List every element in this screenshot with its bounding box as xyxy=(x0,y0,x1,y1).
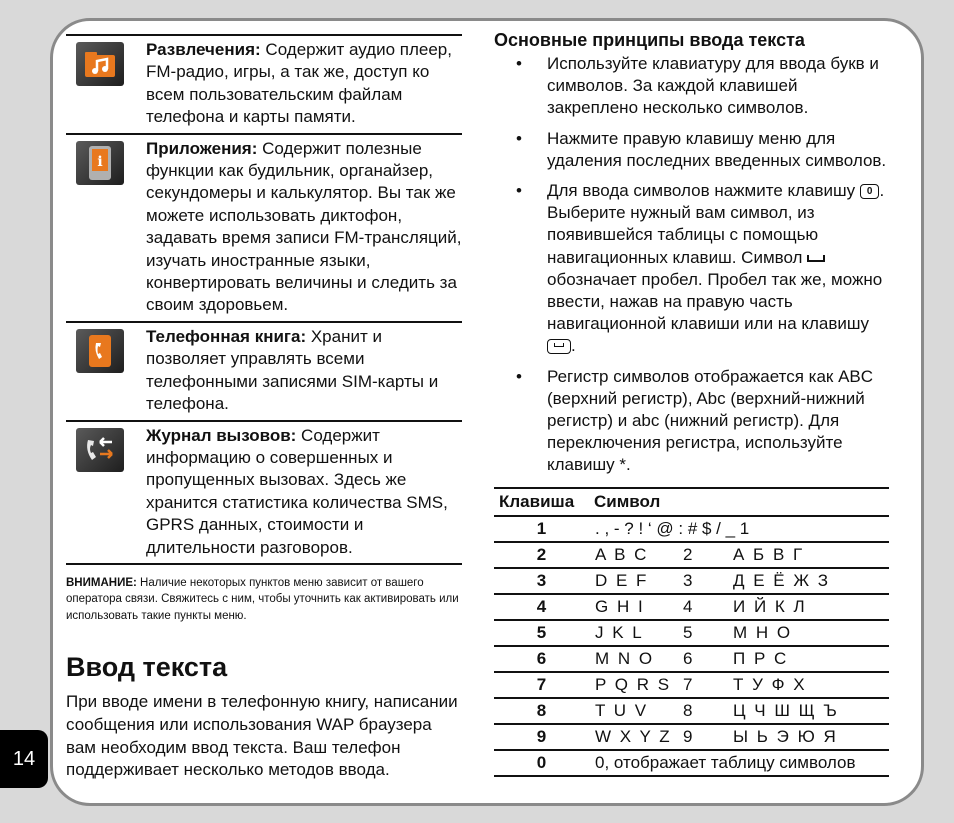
right-column xyxy=(494,30,890,777)
list-item xyxy=(494,180,890,358)
principles-list xyxy=(494,53,890,477)
table-row xyxy=(494,516,889,542)
menu-item-text: Содержит информацию о совершенных и пропущенных вызовах. Здесь же хранится статистика количества SMS, GPRS данных, стоимости и длительности разговоров. xyxy=(146,425,448,557)
digit-cell: 5 xyxy=(683,620,733,646)
cyrillic-cell: Т У Ф Х xyxy=(733,672,889,698)
table-header: Символ xyxy=(589,488,889,516)
key-cell: 4 xyxy=(494,594,589,620)
menu-item-call-log xyxy=(66,420,462,563)
digit-cell: 3 xyxy=(683,568,733,594)
table-row xyxy=(494,594,889,620)
space-key-icon xyxy=(547,339,571,354)
menu-item-title: Телефонная книга: xyxy=(146,326,307,346)
zero-key-icon: 0 xyxy=(860,184,880,199)
menu-item-title: Приложения: xyxy=(146,138,258,158)
section-title: Ввод текста xyxy=(66,652,228,683)
menu-item-applications xyxy=(66,133,462,321)
key-cell: 0 xyxy=(494,750,589,776)
notice-text: Наличие некоторых пунктов меню зависит от вашего оператора связи. Свяжитесь с ним, чтобы уточнить как активировать или использовать такие пункты меню. xyxy=(66,576,459,622)
list-item: • Нажмите правую клавишу меню для удаления последних введенных символов. xyxy=(494,128,890,172)
table-row xyxy=(494,750,889,776)
latin-cell: D E F xyxy=(589,568,683,594)
key-cell: 3 xyxy=(494,568,589,594)
digit-cell: 8 xyxy=(683,698,733,724)
latin-cell: G H I xyxy=(589,594,683,620)
table-header: Клавиша xyxy=(494,488,589,516)
list-item: • Используйте клавиатуру для ввода букв и символов. За каждой клавишей закреплено несколько символов. xyxy=(494,53,890,120)
digit-cell: 6 xyxy=(683,646,733,672)
table-row xyxy=(494,542,889,568)
space-symbol-icon xyxy=(807,255,825,262)
latin-cell: J K L xyxy=(589,620,683,646)
digit-cell: 9 xyxy=(683,724,733,750)
key-cell: 8 xyxy=(494,698,589,724)
cyrillic-cell: Ц Ч Ш Щ Ъ xyxy=(733,698,889,724)
table-row xyxy=(494,646,889,672)
bullet-text: . Выберите нужный вам символ, из появившейся таблицы с помощью навигационных клавиш. Символ xyxy=(547,181,885,267)
cyrillic-cell: М Н О xyxy=(733,620,889,646)
menu-item-phonebook xyxy=(66,321,462,420)
principles-title: Основные принципы ввода текста xyxy=(494,30,805,50)
digit-cell: 7 xyxy=(683,672,733,698)
cyrillic-cell: И Й К Л xyxy=(733,594,889,620)
phonebook-icon xyxy=(76,329,124,373)
key-cell: 2 xyxy=(494,542,589,568)
cyrillic-cell: Д Е Ё Ж З xyxy=(733,568,889,594)
cyrillic-cell: А Б В Г xyxy=(733,542,889,568)
table-row xyxy=(494,620,889,646)
cyrillic-cell: Ы Ь Э Ю Я xyxy=(733,724,889,750)
bullet-text: Для ввода символов нажмите клавишу xyxy=(547,181,856,201)
svg-text:i: i xyxy=(97,153,103,170)
intro-paragraph: При вводе имени в телефонную книгу, написании сообщения или использования WAP браузера вам необходим ввод текста. Ваш телефон поддерживает несколько методов ввода. xyxy=(66,692,458,780)
symbol-cell: . , - ? ! ‘ @ : # $ / _ 1 xyxy=(589,516,889,542)
symbol-cell: 0, отображает таблицу символов xyxy=(589,750,889,776)
table-row xyxy=(494,568,889,594)
latin-cell: M N O xyxy=(589,646,683,672)
entertainment-folder-icon xyxy=(76,42,124,86)
bullet-text: обозначает пробел. Пробел так же, можно ввести, нажав на правую часть навигационной клавиши или на клавишу xyxy=(547,269,883,334)
key-cell: 1 xyxy=(494,516,589,542)
digit-cell: 2 xyxy=(683,542,733,568)
call-log-icon xyxy=(76,428,124,472)
latin-cell: P Q R S xyxy=(589,672,683,698)
menu-item-title: Журнал вызовов: xyxy=(146,425,297,445)
bullet-text: . xyxy=(571,336,576,356)
key-cell: 7 xyxy=(494,672,589,698)
notice xyxy=(66,563,462,625)
table-row xyxy=(494,698,889,724)
cyrillic-cell: П Р С xyxy=(733,646,889,672)
latin-cell: A B C xyxy=(589,542,683,568)
notice-label: ВНИМАНИЕ: xyxy=(66,576,137,589)
key-cell: 9 xyxy=(494,724,589,750)
menu-item-entertainment xyxy=(66,34,462,133)
menu-item-text: Содержит аудио плеер, FM-радио, игры, а так же, доступ ко всем пользовательским файлам телефона и карты памяти. xyxy=(146,40,452,127)
digit-cell: 4 xyxy=(683,594,733,620)
key-cell: 6 xyxy=(494,646,589,672)
menu-item-text: Хранит и позволяет управлять всеми телефонными записями SIM-карты и телефона. xyxy=(146,326,439,414)
latin-cell: W X Y Z xyxy=(589,724,683,750)
list-item: • Регистр символов отображается как ABC (верхний регистр), Abc (верхний-нижний регистр) и abc (нижний регистр). Для переключения регистра, используйте клавишу *. xyxy=(494,366,890,477)
applications-icon xyxy=(76,141,124,185)
table-row xyxy=(494,724,889,750)
key-cell: 5 xyxy=(494,620,589,646)
menu-item-text: Содержит полезные функции как будильник, органайзер, секундомеры и калькулятор. Вы так же можете использовать диктофон, задавать время записи FM-трансляций, изучать иностранные языки, конвертировать величины и следить за своим здоровьем. xyxy=(146,138,462,315)
key-symbol-table xyxy=(494,487,889,777)
latin-cell: T U V xyxy=(589,698,683,724)
table-header-row xyxy=(494,488,889,516)
page-number: 14 xyxy=(0,730,48,788)
table-row xyxy=(494,672,889,698)
left-column xyxy=(66,34,462,782)
menu-item-title: Развлечения: xyxy=(146,40,261,59)
